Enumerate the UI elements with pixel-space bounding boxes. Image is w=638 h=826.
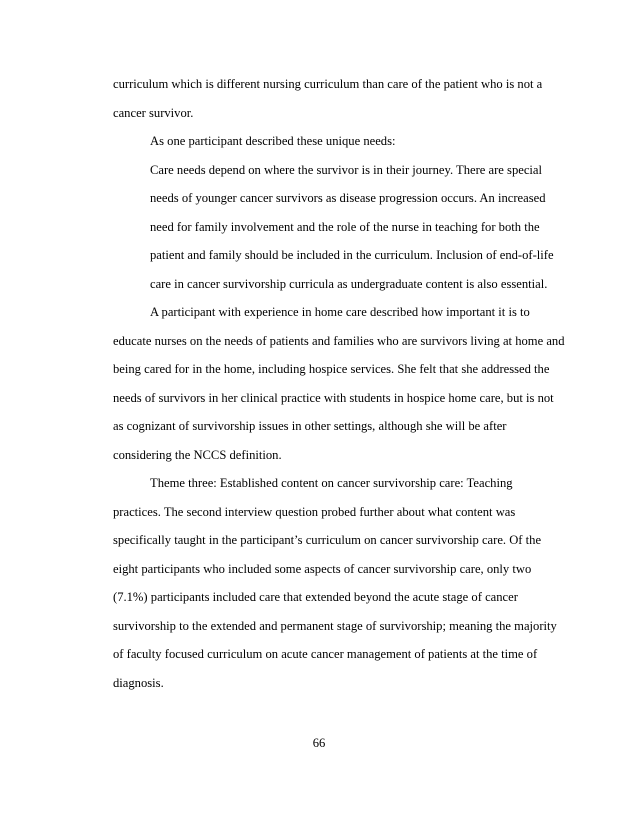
block-quote-line-1: Care needs depend on where the survivor is in their journey. There are special <box>150 163 543 177</box>
paragraph-2-line-2: educate nurses on the needs of patients and families who are survivors living at home and <box>113 334 565 348</box>
paragraph-2-line-4: needs of survivors in her clinical practice with students in hospice home care, but is not <box>113 391 554 405</box>
paragraph-3-line-7: of faculty focused curriculum on acute cancer management of patients at the time of <box>113 647 538 661</box>
paragraph-2-line-3: being cared for in the home, including hospice services. She felt that she addressed the <box>113 362 550 376</box>
block-quote-line-2: needs of younger cancer survivors as disease progression occurs. An increased <box>150 191 546 205</box>
block-quote-line-3: need for family involvement and the role of the nurse in teaching for both the <box>150 220 540 234</box>
paragraph-2-line-5: as cognizant of survivorship issues in other settings, although she will be after <box>113 419 507 433</box>
paragraph-3-line-1: Theme three: Established content on cancer survivorship care: Teaching <box>150 476 513 490</box>
paragraph-3-line-3: specifically taught in the participant’s curriculum on cancer survivorship care. Of the <box>113 533 542 547</box>
paragraph-3-line-6: survivorship to the extended and permanent stage of survivorship; meaning the majority <box>113 619 557 633</box>
page-number: 66 <box>312 736 326 750</box>
paragraph-2-line-6: considering the NCCS definition. <box>113 448 282 462</box>
paragraph-2-line-1: A participant with experience in home care described how important it is to <box>150 305 530 319</box>
quote-intro: As one participant described these unique needs: <box>150 134 396 148</box>
paragraph-3-line-2: practices. The second interview question probed further about what content was <box>113 505 516 519</box>
paragraph-3-line-5: (7.1%) participants included care that extended beyond the acute stage of cancer <box>113 590 518 604</box>
paragraph-3-line-8: diagnosis. <box>113 676 164 690</box>
paragraph-1-line-2: cancer survivor. <box>113 106 194 120</box>
paragraph-3-line-4: eight participants who included some aspects of cancer survivorship care, only two <box>113 562 532 576</box>
block-quote-line-4: patient and family should be included in the curriculum. Inclusion of end-of-life <box>150 248 554 262</box>
paragraph-1-line-1: curriculum which is different nursing curriculum than care of the patient who is not a <box>113 77 543 91</box>
block-quote-line-5: care in cancer survivorship curricula as undergraduate content is also essential. <box>150 277 548 291</box>
